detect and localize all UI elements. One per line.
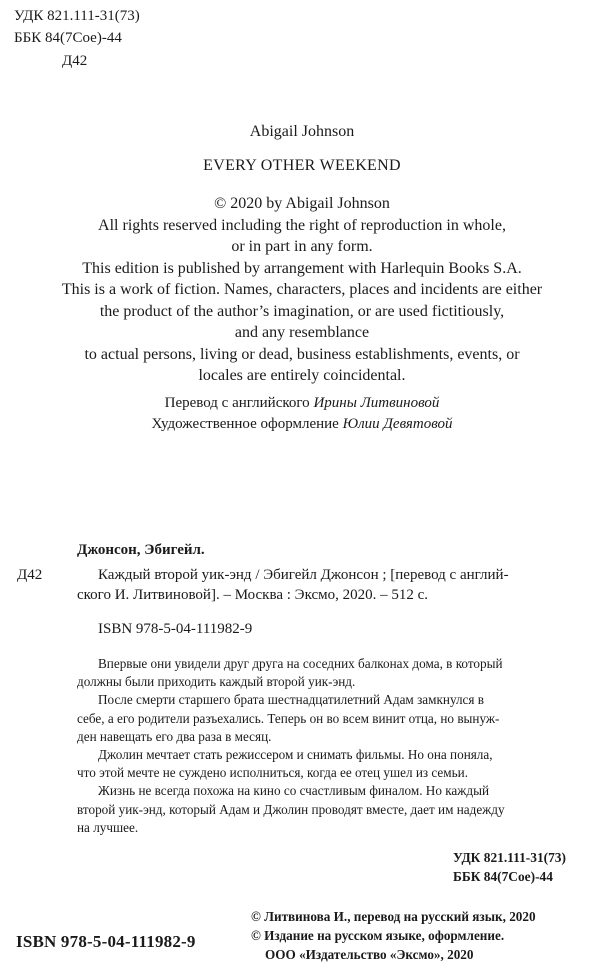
copyright-line: © 2020 by Abigail Johnson (214, 195, 390, 212)
copyright-line: or in part in any form. (231, 238, 373, 255)
russian-copyright-line: © Издание на русском языке, оформление. (251, 928, 505, 943)
annotation-line: ден навещать его два раза в месяц. (77, 728, 272, 744)
udk-code: УДК 821.111-31(73) (14, 8, 140, 24)
biblio-mark: Д42 (17, 567, 43, 583)
original-author: Abigail Johnson (249, 123, 355, 140)
biblio-heading: Джонсон, Эбигейл. (77, 542, 205, 558)
bbk-code-right: ББК 84(7Сое)-44 (453, 869, 553, 884)
copyright-line: to actual persons, living or dead, business establishments, events, or (84, 345, 520, 363)
original-title: EVERY OTHER WEEKEND (203, 157, 401, 174)
biblio-line-2: ского И. Литвиновой]. – Москва : Эксмо, 2020. – 512 с. (77, 587, 429, 603)
russian-copyright-line: ООО «Издательство «Эксмо», 2020 (265, 947, 474, 962)
copyright-line: This edition is published by arrangement with Harlequin Books S.A. (82, 259, 522, 277)
copyright-line: the product of the author’s imagination, or are used fictitiously, (99, 302, 505, 320)
copyright-line: locales are entirely coincidental. (198, 367, 406, 384)
copyright-line: and any resemblance (234, 324, 370, 341)
annotation (77, 655, 592, 837)
translator-credit: Перевод с английского Ирины Литвиновой (164, 395, 440, 411)
annotation-line: Джолин мечтает стать режиссером и снимать фильмы. Но она поняла, (98, 747, 493, 763)
russian-copyright-line: © Литвинова И., перевод на русский язык, 2020 (251, 909, 536, 924)
annotation-line: на лучшее. (77, 819, 139, 835)
original-copyright-notice (0, 193, 604, 387)
designer-credit: Художественное оформление Юлии Девятовой (151, 416, 453, 432)
annotation-line: должны были приходить каждый второй уик-энд. (77, 674, 356, 690)
annotation-line: второй уик-энд, который Адам и Джолин проводят вместе, дает им надежду (77, 801, 505, 817)
biblio-line-1: Каждый второй уик-энд / Эбигейл Джонсон ; [перевод с англий- (98, 567, 509, 583)
isbn-bottom: ISBN 978-5-04-111982-9 (16, 932, 196, 951)
annotation-line: себе, а его родители разъехались. Теперь он во всем винит отца, но вынуж- (77, 710, 500, 726)
author-mark: Д42 (62, 53, 88, 69)
copyright-line: This is a work of fiction. Names, characters, places and incidents are either (61, 281, 543, 298)
udk-code-right: УДК 821.111-31(73) (453, 850, 566, 865)
biblio-isbn: ISBN 978-5-04-111982-9 (98, 621, 253, 637)
annotation-line: что этой мечте не суждено исполниться, когда ее отец ушел из семьи. (77, 765, 468, 781)
copyright-line: All rights reserved including the right of reproduction in whole, (98, 216, 506, 234)
designer-name: Юлии Девятовой (342, 416, 453, 432)
translator-name: Ирины Литвиновой (313, 395, 440, 411)
annotation-line: Впервые они увидели друг друга на соседних балконах дома, в который (98, 656, 503, 671)
annotation-line: После смерти старшего брата шестнадцатилетний Адам замкнулся в (98, 692, 484, 708)
bbk-code: ББК 84(7Сое)-44 (14, 30, 122, 46)
russian-copyright (251, 907, 536, 964)
annotation-line: Жизнь не всегда похожа на кино со счастливым финалом. Но каждый (98, 783, 490, 799)
